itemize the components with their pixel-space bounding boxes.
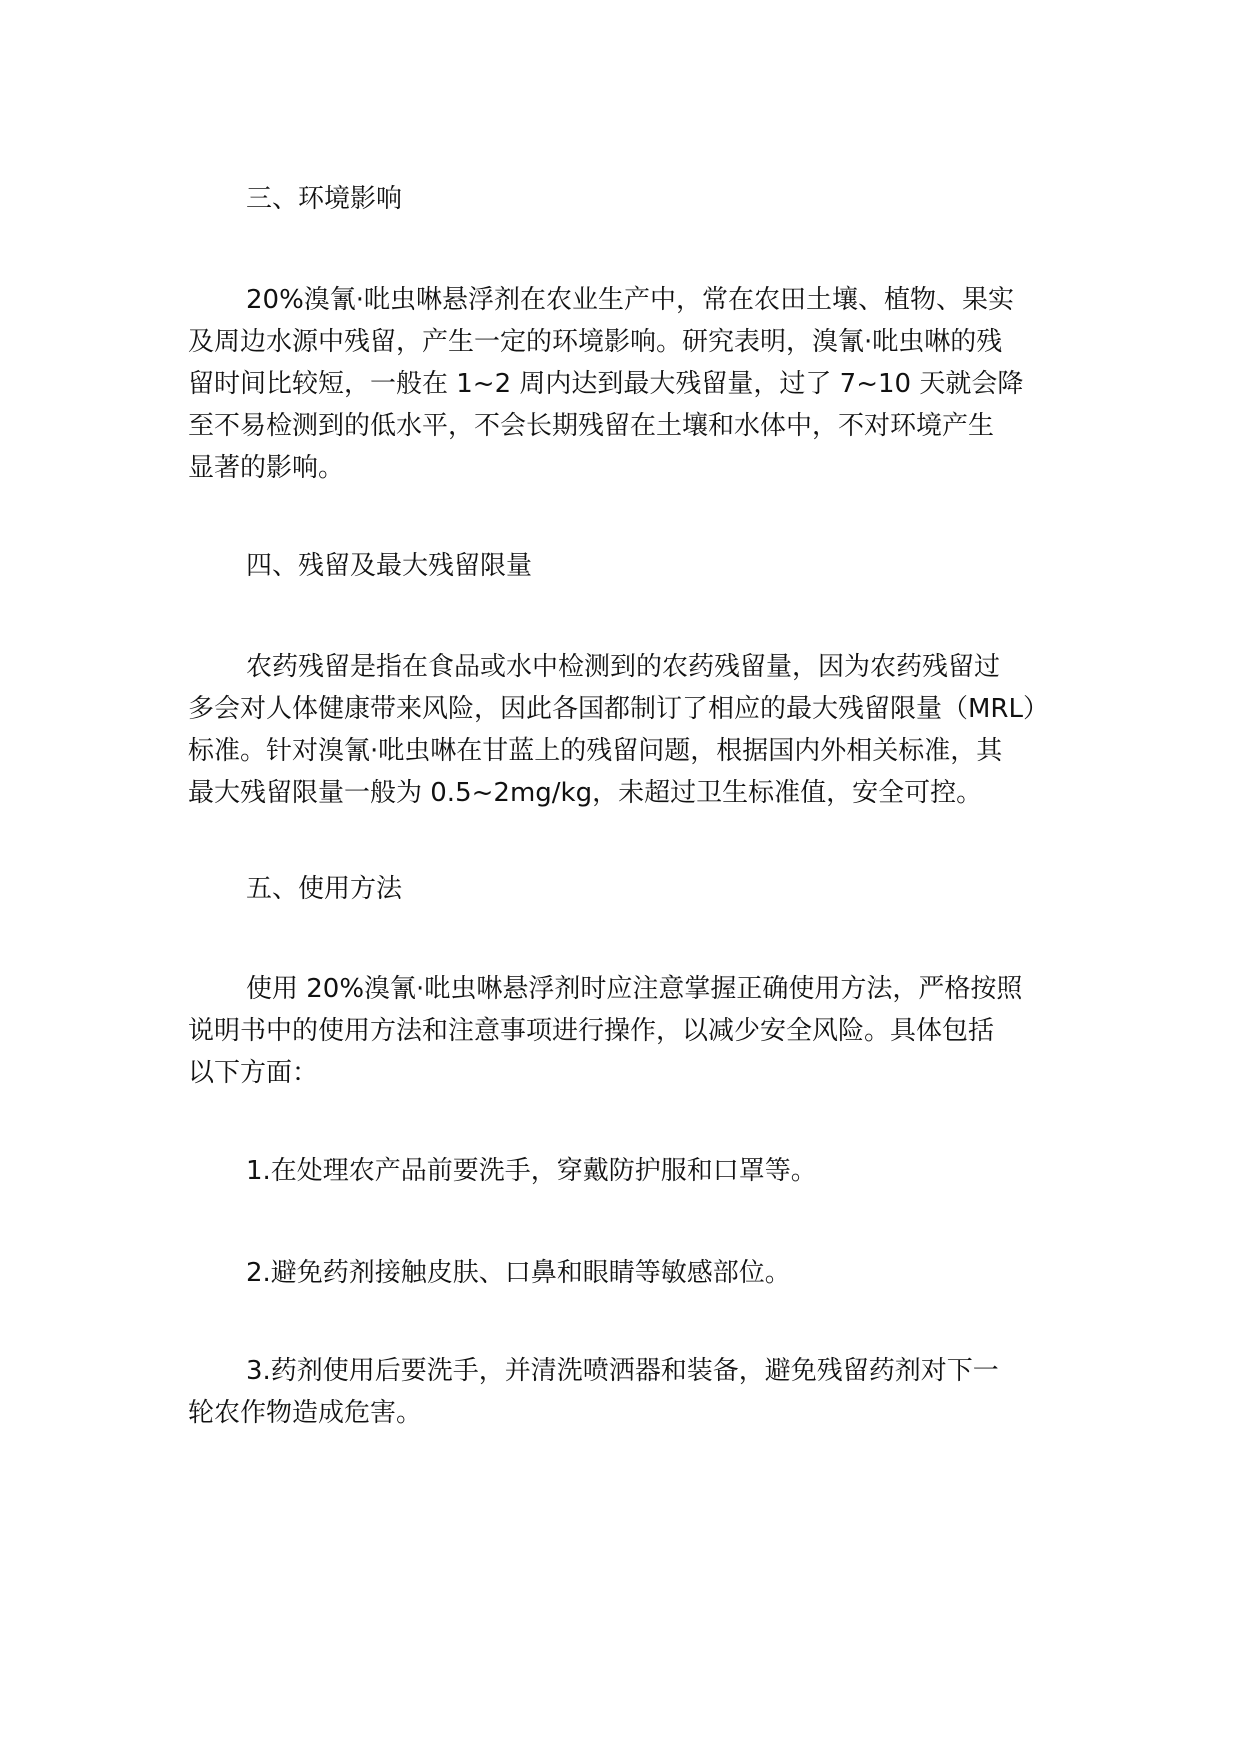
paragraph-line: 农药残留是指在食品或水中检测到的农药残留量，因为农药残留过 [246, 652, 1001, 682]
paragraph-residue [188, 646, 1088, 814]
list-item-line: 2.避免药剂接触皮肤、口鼻和眼睛等敏感部位。 [246, 1258, 791, 1288]
list-item-3 [188, 1350, 1088, 1434]
paragraph-line: 标准。针对溴氰·吡虫啉在甘蓝上的残留问题，根据国内外相关标准，其 [188, 736, 1003, 766]
section-heading-environment: 三、环境影响 [246, 184, 403, 214]
list-item-2 [188, 1252, 1088, 1294]
paragraph-line: 使用 20%溴氰·吡虫啉悬浮剂时应注意掌握正确使用方法，严格按照 [246, 974, 1023, 1004]
paragraph-line: 多会对人体健康带来风险，因此各国都制订了相应的最大残留限量（MRL） [188, 694, 1049, 724]
list-item-line: 轮农作物造成危害。 [188, 1398, 423, 1428]
paragraph-line: 留时间比较短，一般在 1~2 周内达到最大残留量，过了 7~10 天就会降 [188, 369, 1024, 399]
paragraph-line: 20%溴氰·吡虫啉悬浮剂在农业生产中，常在农田土壤、植物、果实 [246, 285, 1015, 315]
paragraph-line: 最大残留限量一般为 0.5~2mg/kg，未超过卫生标准值，安全可控。 [188, 778, 983, 808]
paragraph-line: 说明书中的使用方法和注意事项进行操作，以减少安全风险。具体包括 [188, 1016, 995, 1046]
paragraph-line: 以下方面： [188, 1058, 319, 1088]
section-heading-usage: 五、使用方法 [246, 874, 403, 904]
paragraph-environment [188, 279, 1088, 489]
paragraph-line: 至不易检测到的低水平，不会长期残留在土壤和水体中，不对环境产生 [188, 411, 995, 441]
list-item-line: 3.药剂使用后要洗手，并清洗喷洒器和装备，避免残留药剂对下一 [246, 1356, 999, 1386]
paragraph-line: 及周边水源中残留，产生一定的环境影响。研究表明，溴氰·吡虫啉的残 [188, 327, 1003, 357]
list-item-1 [188, 1150, 1088, 1192]
section-heading-residue: 四、残留及最大残留限量 [246, 551, 533, 581]
paragraph-usage [188, 968, 1088, 1094]
list-item-line: 1.在处理农产品前要洗手，穿戴防护服和口罩等。 [246, 1156, 817, 1186]
paragraph-line: 显著的影响。 [188, 453, 345, 483]
